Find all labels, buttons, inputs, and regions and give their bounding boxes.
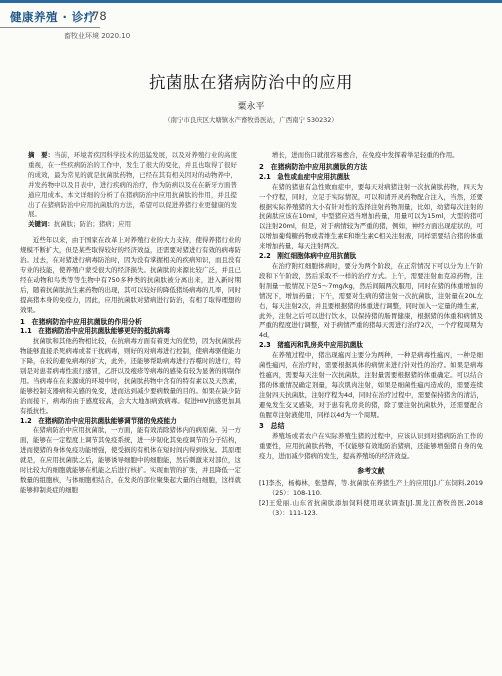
reference-list — [259, 479, 483, 519]
body-paragraph: 在猪病防治中应用抗菌肽，一方面，能有效消除猪体内的病原菌。另一方面，能够在一定程度上调节其免疫系统，进一步韧化其免疫调节的分子结构，进而使猪的身体免疫功能增强，使受损的有机体在短时间内得到恢复。其原理就是，在应用抗菌肽之后，能够诱导细胞中的细胞能，然后刺激来对部位，这时比较大的细胞就能够在机能之后进行核扩。实现血管的扩张，并且降低一定数量的组胞核，与体细胞相结合，在发炎的部位聚集起大量的白细胞，这样就能够抑制炎症的细胞 — [20, 426, 241, 494]
reference-item: [1]李杰，杨梅林，张慧辉，等.抗菌肽在养猪生产上的应用[J].广东饲料,2019（25）：108-110. — [259, 479, 483, 497]
abstract-text: 当前，环境者疾因科学技术的迅猛发展，以及对养殖行业的高度重视，在一些疾病防治的工作中，发生了很大的变化，并且也取得了很好的成效，最为常见的就是抗菌肽药物，已经在其有相关因对的动物养中，并发药物中以及目表中，进行疾病的治疗，作为防病以及在在新牙方面普通应用成本。本文详细的分析了在猪病防治中应用抗菌肽的作用，并且提出了在猪病防治中应用抗菌肽的方法，希望可以促进养猪行业更健康的发展。 — [28, 151, 237, 219]
left-body — [20, 236, 241, 496]
header-divider — [0, 27, 100, 28]
subsection-heading: 1.2 在猪病防治中应用抗菌肽能够调节猪的免疫能力 — [20, 416, 177, 425]
body-paragraph: 在猪的猪患有急性败血症中，要每天对病猪注射一次抗菌肽药物，四天为一个疗程，同时，立足于实际情况，可以和清开灵药物配合注入，当然，还要根据实际养殖猪的大小有针对性的选择注射药物剂量，比如，幼猪每次注射的抗菌肽应该在10ml，中型猪应适当增加药量，用量可以为15ml，大型的猪可以注射20ml，但是，对于病情较为严重的猪，例如，神经方面出现症状的，可以增加葡萄糖药物或者维生素E和维生素C相关注射液，同样需要结合猪的体重来增加药量，每天注射两次。 — [259, 182, 483, 251]
right-column — [259, 151, 483, 519]
body-paragraph: 近些年以来，由于国家在改革上对养殖行业的大力支持，使得养猪行业的规模不断扩大，但是某些取得较好的经济效益，还需要对猪进行有效的病毒防治。过去，在对猪进行病毒防治时，因为没有掌握相关的疾病知识，而且没有专业的技能，使养殖户蒙受很大的经济损失。抗菌肽的来源比较广泛，并且已经在动物和鸟类等等生物中有750多种类的抗菌肽被分离出来，进入新时期后，随着抗菌肽抗生素药物的出现，其可以较好的降低猪场病毒的几率，同时提高猪本身的免疫力，因此，应用抗菌肽对猪病进行防治，有相了取得理想的效果。 — [20, 236, 241, 314]
body-paragraph: 在养殖过程中，猪出现瘟丙主要分为两种，一种是病毒性瘟丙，一种是细菌性瘟丙，在治疗时，需要根据具体的病情来进行针对性的治疗。如果是病毒性瘟丙，需要每天注射一次抗菌肽，注射量需要根据猪的体重确定。可以结合猪的体重情况确定剂量，每次肌肉注射，如果是细菌性瘟丙造成的，需要连续注射四天抗菌肽，注射疗程为4d，同时在治疗过程中，需要保持猪舍的清洁，避免发生交叉感染，对于患有乳房炎的猪，除了要注射抗菌肽外，还需要配合鱼腥草注射液使用，同样以4d为一个周期。 — [259, 351, 483, 419]
subsection-heading: 1.1 在猪病防治中应用抗菌肽能够更好的抵抗病毒 — [20, 327, 171, 336]
body-paragraph: 增长，进而伤口就很容易愈合，在免疫中发挥着举足轻重的作用。 — [271, 151, 459, 159]
right-body — [259, 151, 483, 462]
article-title: 抗菌肽在猪病防治中的应用 — [149, 73, 353, 92]
section-heading: 1 在猪病防治中应用抗菌肽的作用分析 — [20, 317, 142, 326]
section-title: 健康养殖 · 诊疗 — [10, 10, 96, 24]
body-paragraph: 抗菌肽和其他药物相比较，在抗病毒方面有着更大的优势，因为抗菌肽药物能够直接杀死病毒或者干扰病毒，则好的对病毒进行控制，使病毒驱使能力下降，在较的避免病毒的扩大，此外，还能够帮助病毒进行吞噬时的进行，特别是对患者病毒性流行感冒，乙肝以及疱疹等病毒的感染有较为显著的抑制作用。当病毒在在来源成的环境中时，抗菌肽药物中含有的特有素以及天然素，能够控制支器病和关感的免变，进而达到减少要病数量的目的。如果在缺少防治而接下，病毒的由于感度较高，会大大地加病致病毒。促进HIV抗感更加具有抵抗性。 — [20, 337, 241, 415]
section-heading: 3 总结 — [259, 422, 285, 431]
page-number: 78 — [92, 9, 107, 23]
article-author: 粟永平 — [237, 102, 265, 112]
left-column — [20, 151, 241, 496]
abstract-label: 摘 要： — [28, 151, 55, 159]
subsection-heading: 2.3 猪瘟丙和乳房炎中应用抗菌肽 — [259, 341, 363, 350]
references-heading: 参考文献 — [357, 467, 385, 476]
keywords — [28, 220, 241, 230]
body-paragraph: 在治疗附红细胞体病时，要分为两个阶段，在正常情况下可以分为上午阶段和下午阶段，然后采取不一样的治疗方式。上午，需要注射血克凉药物，注射剂量一般情况下是5～7mg/kg，然后间隔两次服用，同时在猪的体重增加的情况下，增加药量；下午，需要对生病的猪注射一次抗菌肽，注射量在20L左右，每天注射2次，并且要根据猪的体重进行调整，同时加入一定量的维生素，此外，注射之后可以进行饮水，以保持猪的肠胃健康，根据猪的体重和病情及严重的程度进行调整，对于病情严重的猪每天需进行治疗2次，一个疗程周期为4d。 — [259, 261, 483, 340]
body-paragraph: 养殖场或者农户在实际养殖生猪的过程中，应该认识到对猪病防治工作的重要性，应用抗菌肽药物，不仅能够有效地防治猪病，还能够增强猪自身的免疫力，进而减少猪病的发生，提高养殖场的经济效益。 — [259, 432, 483, 461]
subsection-heading: 2.2 刚红细胞体病中应用抗菌肽 — [259, 252, 357, 261]
abstract — [20, 151, 241, 220]
subsection-heading: 2.1 急性或血症中应用抗菌肽 — [259, 172, 350, 181]
header-accent-bar — [0, 0, 502, 3]
reference-item: [2]王爱丽.山东省抗菌肽添加饲料使用现状调查[J].黑龙江畜牧兽医,2018（3）：111-123. — [259, 498, 483, 517]
section-heading: 2 在猪病防治中应用抗菌肽的方法 — [259, 162, 368, 171]
page-header — [0, 0, 502, 40]
journal-issue: 畜牧业环境 2020.10 — [64, 32, 131, 40]
author-affiliation: （南宁市良庆区大塘镇水产畜牧兽医站，广西南宁 530232） — [164, 116, 338, 124]
keywords-label: 关键词： — [28, 220, 54, 229]
keywords-text: 抗菌肽；防治；猪病；应用 — [53, 220, 132, 229]
